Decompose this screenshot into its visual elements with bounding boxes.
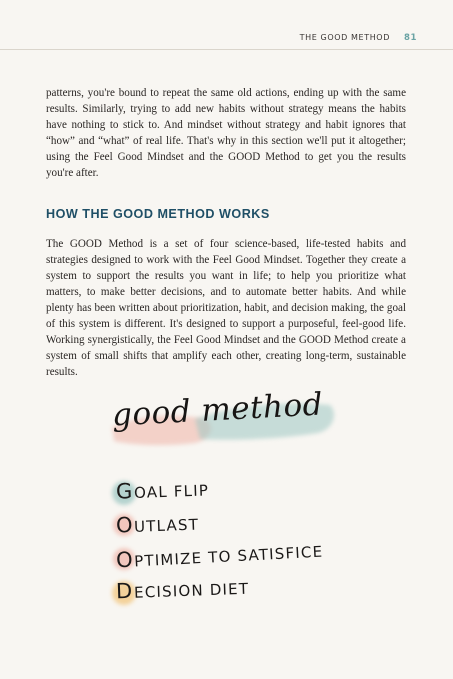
running-head-title: THE GOOD METHOD — [299, 33, 390, 42]
method-item-decision-diet — [116, 575, 250, 604]
item-text: PTIMIZE TO SATISFICE — [133, 542, 324, 571]
section-heading: HOW THE GOOD METHOD WORKS — [46, 207, 270, 221]
item-text: UTLAST — [133, 515, 200, 536]
body-paragraph-1: patterns, you're bound to repeat the same old actions, ending up with the same results. Similarly, trying to add new habits without strategy means the habits have nothing to stick to. And mindset without strategy and habit ignores that “how” and “what” of real life. That's why in this section we'll put it altogether; using the Feel Good Mindset and the GOOD Method to get you the results you're after. — [46, 87, 406, 179]
header-rule — [0, 49, 453, 50]
method-item-outlast — [116, 511, 200, 538]
item-initial: D — [115, 578, 133, 604]
page-number: 81 — [403, 33, 417, 43]
body-paragraph-2: The GOOD Method is a set of four science-based, life-tested habits and strategies designed to work with the Feel Good Mindset. Together they create a system to support the results you want in life; to help you prioritize what matters, to make better decisions, and to automate better habits. And while plenty has been written about prioritization, habit, and decision making, the goal of this system is different. It's designed to support a purposeful, feel-good life. Working synergistically, the Feel Good Mindset and the GOOD Method create a system of small shifts that amplify each other, creating long-term, sustainable results. — [46, 238, 406, 378]
item-initial: O — [115, 512, 133, 538]
item-initial: O — [115, 547, 134, 573]
running-head — [300, 33, 417, 43]
method-item-goal-flip — [116, 476, 210, 503]
illustration-title: good method — [111, 386, 324, 434]
item-text: OAL FLIP — [133, 481, 210, 502]
item-initial: G — [115, 479, 133, 504]
item-text: ECISION DIET — [133, 579, 250, 602]
